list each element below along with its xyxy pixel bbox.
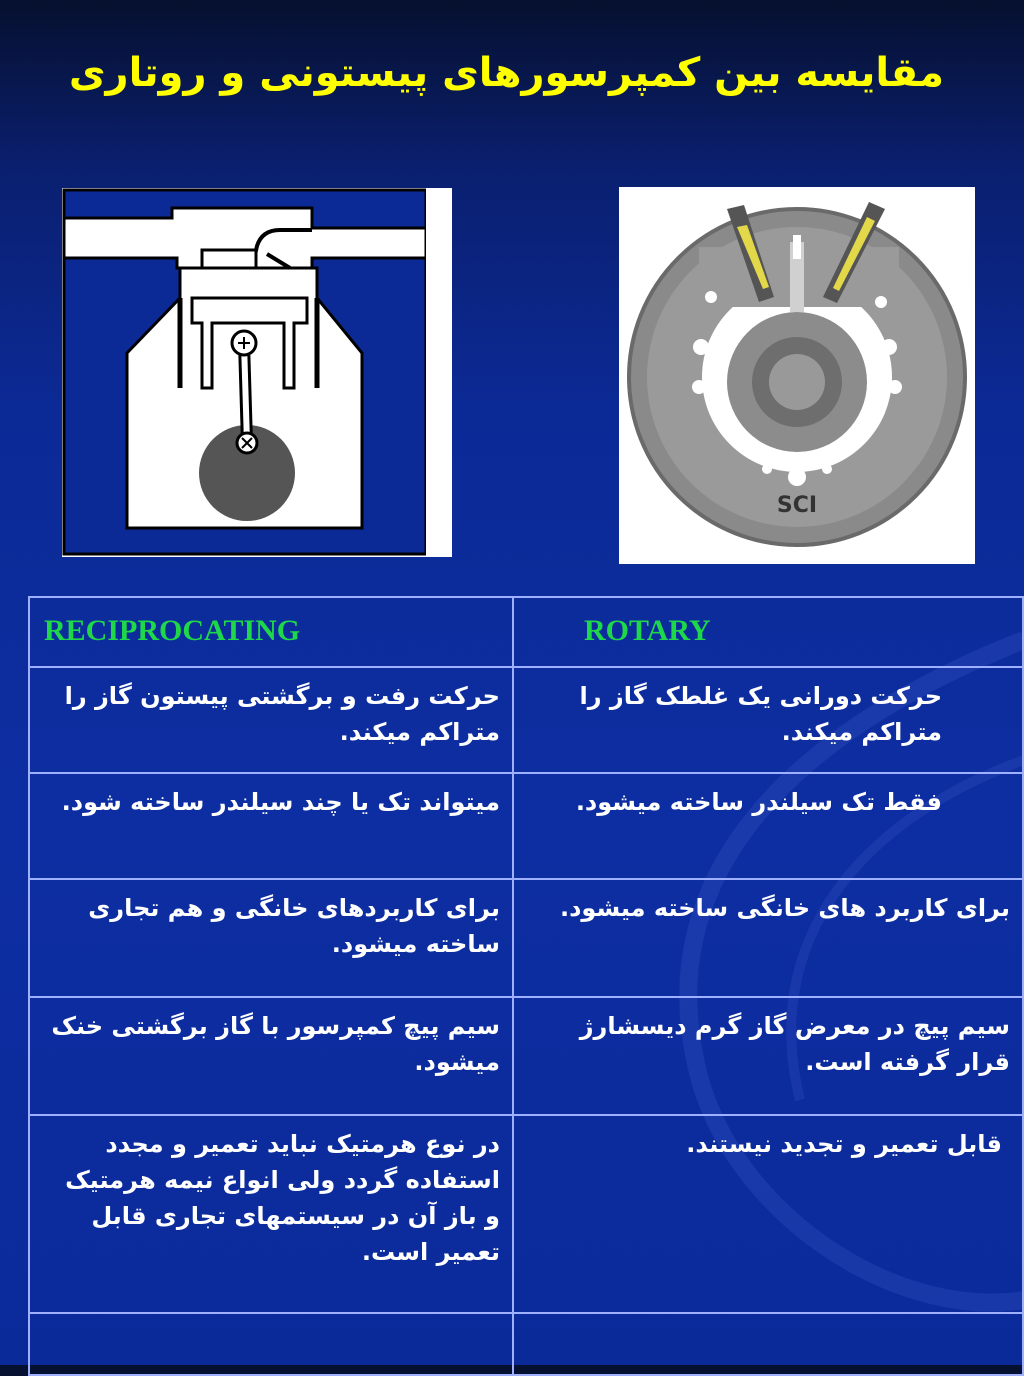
table-cell: در نوع هرمتیک نباید تعمیر و مجدد استفاده گردد ولی انواع نیمه هرمتیک و باز آن در سیستمهای تجاری قابل تعمیر است. (29, 1115, 513, 1313)
page-title: مقایسه بین کمپرسورهای پیستونی و روتاری (68, 50, 944, 96)
table-row (29, 1115, 1023, 1313)
comparison-table (28, 596, 1024, 1376)
header-reciprocating: RECIPROCATING (29, 597, 513, 667)
rotary-logo-text: SCI (776, 493, 818, 518)
table-cell: میتواند تک یا چند سیلندر ساخته شود. (29, 773, 513, 879)
table-row (29, 879, 1023, 997)
table-cell: حرکت دورانی یک غلطک گاز را متراکم میکند. (513, 667, 1023, 773)
table-row (29, 773, 1023, 879)
table-cell: سیم پیچ کمپرسور با گاز برگشتی خنک میشود. (29, 997, 513, 1115)
table-cell: برای کاربردهای خانگی و هم تجاری ساخته میشود. (29, 879, 513, 997)
table-header-row (29, 597, 1023, 667)
table-cell (29, 1313, 513, 1375)
table-cell: حرکت رفت و برگشتی پیستون گاز را متراکم میکند. (29, 667, 513, 773)
table-row (29, 667, 1023, 773)
table-cell: قابل تعمیر و تجدید نیستند. (513, 1115, 1023, 1313)
table-cell: برای کاربرد های خانگی ساخته میشود. (513, 879, 1023, 997)
rotary-compressor-photo (619, 187, 975, 564)
table-row (29, 1313, 1023, 1375)
table-row (29, 997, 1023, 1115)
reciprocating-compressor-icon (62, 188, 452, 557)
rotary-compressor-icon (619, 187, 975, 564)
reciprocating-compressor-diagram (62, 188, 452, 557)
table-cell: سیم پیچ در معرض گاز گرم دیسشارژ قرار گرفته است. (513, 997, 1023, 1115)
table-cell: فقط تک سیلندر ساخته میشود. (513, 773, 1023, 879)
header-rotary: ROTARY (513, 597, 1023, 667)
table-cell (513, 1313, 1023, 1375)
